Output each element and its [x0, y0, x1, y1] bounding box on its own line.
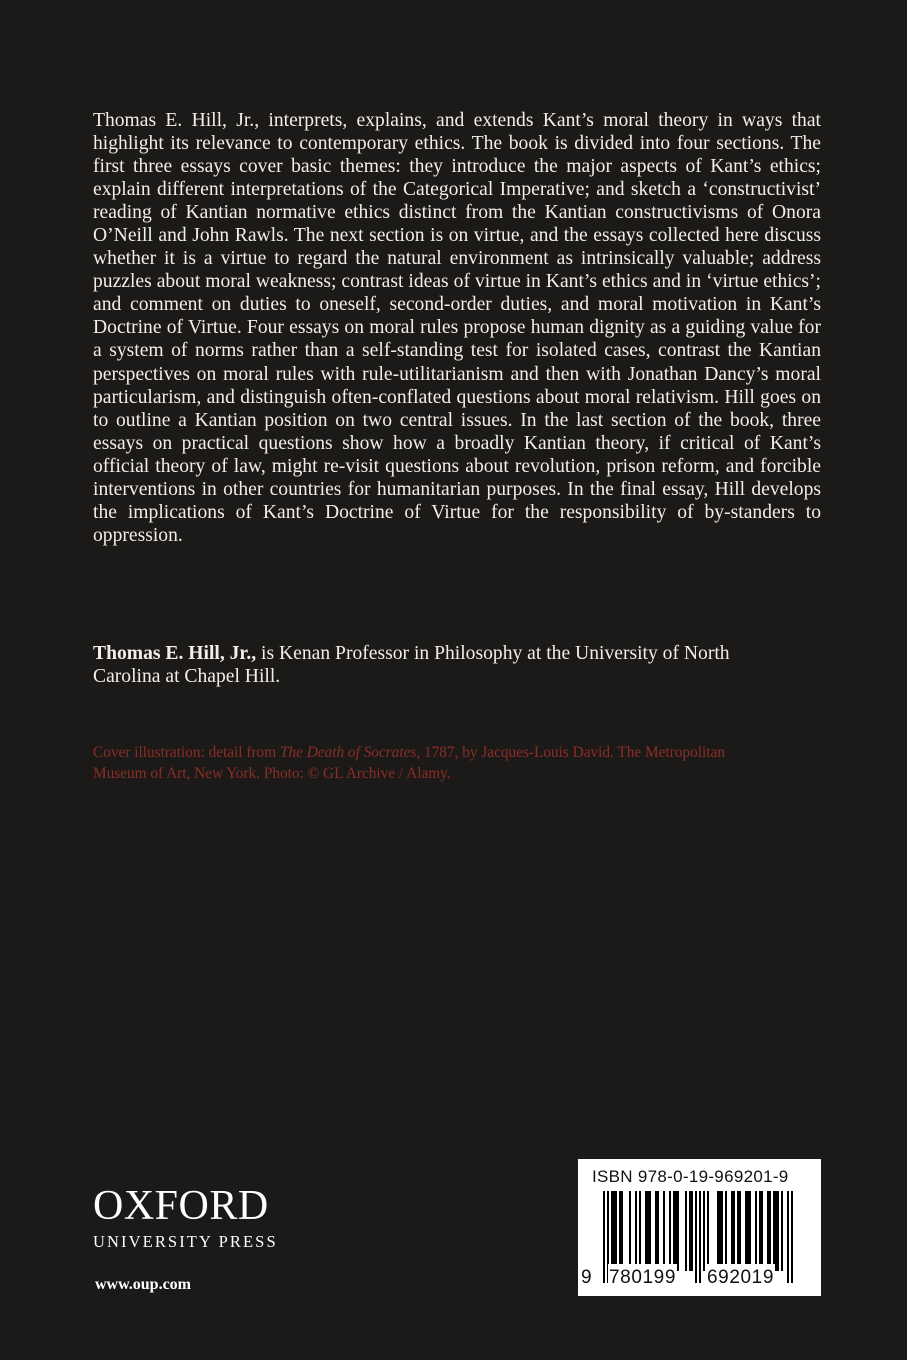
barcode-bar	[611, 1191, 613, 1271]
barcode-bar	[619, 1191, 621, 1271]
barcode-bar	[669, 1191, 671, 1271]
barcode-bar	[745, 1191, 747, 1271]
barcode-bar	[685, 1191, 687, 1271]
barcode-bar	[703, 1191, 705, 1271]
credit-prefix: Cover illustration: detail from	[93, 744, 280, 761]
barcode-bar	[689, 1191, 691, 1271]
publisher-name: OXFORD	[93, 1183, 269, 1229]
barcode-bar	[777, 1191, 779, 1271]
publisher-website[interactable]: www.oup.com	[95, 1276, 192, 1293]
barcode-bar	[655, 1191, 657, 1271]
barcode-bar	[747, 1191, 749, 1271]
publisher-subtitle: UNIVERSITY PRESS	[93, 1232, 278, 1251]
barcode-bar	[613, 1191, 615, 1271]
publisher-logo	[93, 1183, 303, 1252]
barcode-bar	[759, 1191, 761, 1271]
barcode-lead-digit: 9	[580, 1264, 593, 1292]
barcode-bar	[773, 1191, 775, 1271]
credit-suffix: , 1787, by Jacques-Louis David. The Metropolitan Museum of Art, New York. Photo: © GL Archive / Alamy.	[93, 744, 725, 782]
barcode-digits	[578, 1264, 821, 1292]
barcode-bar	[739, 1191, 741, 1271]
barcode-bar	[775, 1191, 777, 1271]
barcode-bar	[737, 1191, 739, 1271]
barcode-bar	[677, 1191, 679, 1271]
barcode-bar	[621, 1191, 623, 1271]
cover-illustration-credit	[93, 742, 733, 784]
author-bio	[93, 642, 733, 688]
barcode-digit-group-1: 780199	[608, 1264, 677, 1292]
barcode-bar	[615, 1191, 617, 1271]
barcode-bar	[707, 1191, 709, 1271]
barcode-bar	[663, 1191, 665, 1271]
barcode-bar	[717, 1191, 719, 1271]
barcode-bar	[635, 1191, 637, 1271]
credit-work-title: The Death of Socrates	[279, 744, 417, 761]
barcode-bar	[645, 1191, 647, 1271]
barcode-bar	[657, 1191, 659, 1271]
barcode-bar	[767, 1191, 769, 1271]
barcode-bar	[721, 1191, 723, 1271]
back-cover-blurb: Thomas E. Hill, Jr., interprets, explains, and extends Kant’s moral theory in ways that highlight its relevance to contemporary ethics. The book is divided into four sections. The first three essays cover basic themes: they introduce the major aspects of Kant’s ethics; explain different interpretations of the Categorical Imperative; and sketch a ‘constructivist’ reading of Kantian normative ethics distinct from the Kantian constructivisms of Onora O’Neill and John Rawls. The next section is on virtue, and the essays collected here discuss whether it is a virtue to regard the natural environment as intrinsically valuable; address puzzles about moral weakness; contrast ideas of virtue in Kant’s ethics and in ‘virtue ethics’; and comment on duties to oneself, second-order duties, and moral motivation in Kant’s Doctrine of Virtue. Four essays on moral rules propose human dignity as a guiding value for a system of norms rather than a self-standing test for isolated cases, contrast the Kantian perspectives on moral rules with rule-utilitarianism and then with Jonathan Dancy’s moral particularism, and distinguish often-conflated questions about moral relativism. Hill goes on to outline a Kantian position on two central issues. In the last section of the book, three essays on practical questions show how a broadly Kantian theory, if critical of Kant’s official theory of law, might re-visit questions about revolution, prison reform, and forcible interventions in other countries for humanitarian purposes. In the final essay, Hill develops the implications of Kant’s Doctrine of Virtue for the responsibility of by-standers to oppression.	[93, 110, 821, 546]
barcode-bar	[719, 1191, 721, 1271]
barcode-bar	[639, 1191, 641, 1271]
barcode-bar	[733, 1191, 735, 1271]
barcode-bar	[769, 1191, 771, 1271]
barcode-bar	[691, 1191, 693, 1271]
barcode-bar	[675, 1191, 677, 1271]
author-bio-text: is Kenan Professor in Philosophy at the University of North Carolina at Chapel Hill.	[93, 643, 730, 687]
barcode-bar	[725, 1191, 727, 1271]
author-name: Thomas E. Hill, Jr.,	[93, 643, 257, 664]
barcode-bar	[731, 1191, 733, 1271]
isbn-barcode	[578, 1159, 821, 1296]
barcode-bar	[755, 1191, 757, 1271]
barcode-bar	[629, 1191, 631, 1271]
barcode-bar	[749, 1191, 751, 1271]
barcode-bar	[781, 1191, 783, 1271]
isbn-label: ISBN 978-0-19-969201-9	[592, 1167, 789, 1186]
barcode-bar	[649, 1191, 651, 1271]
barcode-digit-group-2: 692019	[706, 1264, 775, 1292]
barcode-bar	[761, 1191, 763, 1271]
barcode-bar	[647, 1191, 649, 1271]
barcode-bar	[673, 1191, 675, 1271]
